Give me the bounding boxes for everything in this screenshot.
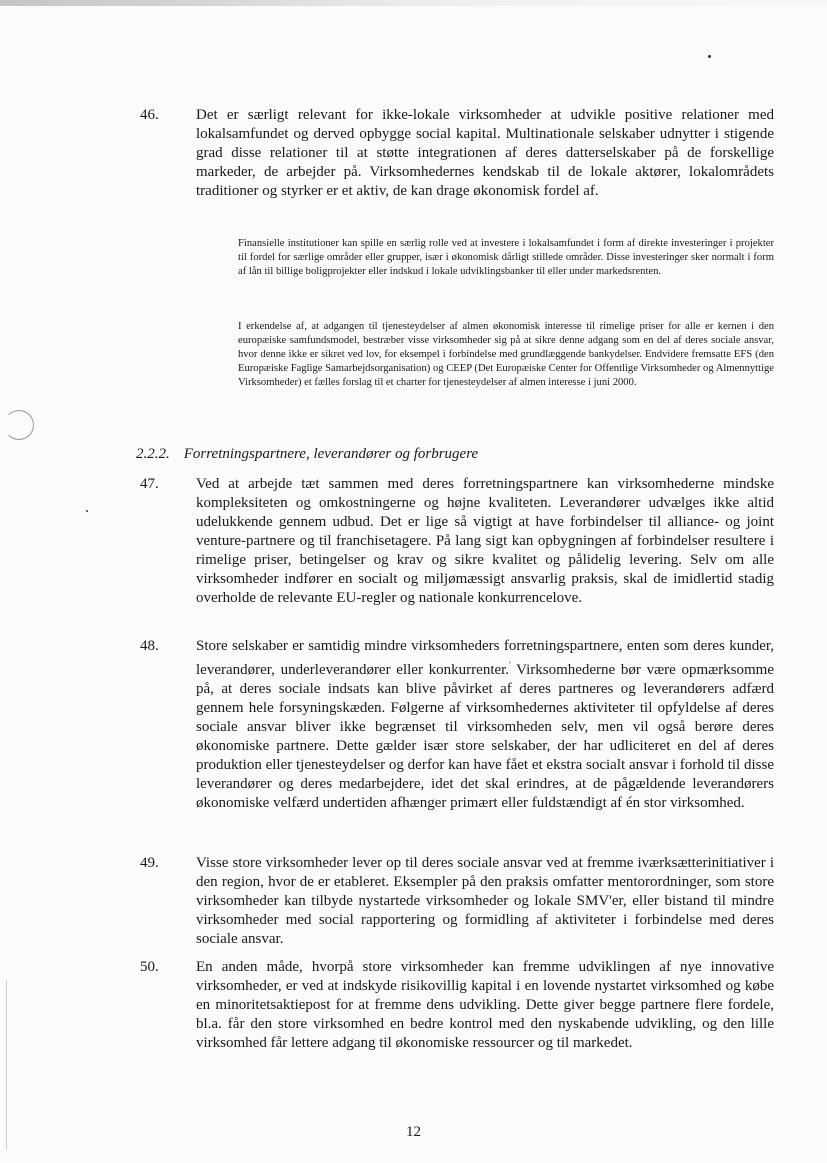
paragraph-number: 48.: [140, 638, 159, 654]
scan-top-shadow: [0, 0, 827, 6]
paragraph-number: 47.: [140, 476, 159, 492]
page-number: 12: [406, 1124, 421, 1140]
note-financial-institutions: Finansielle institutioner kan spille en særlig rolle ved at investere i lokalsamfundet i form af direkte investeringer i projekter til fordel for særlige områder eller grupper, især i økonomisk dårligt stillede områder. Disse investeringer sker normalt i form af lån til billige boligprojekter eller indskud i lokale udviklingsbanker til eller under markedsrenten.: [238, 238, 774, 277]
note-services-general-interest: I erkendelse af, at adgangen til tjenesteydelser af almen økonomisk interesse til rimelige priser for alle er kernen i den europæiske samfundsmodel, bestræber visse virksomheder sig på at sikre denne adgang som en del af deres sociale ansvar, hvor denne ikke er sikret ved lov, for eksempel i forbindelse med grundlæggende bankydelser. Endvidere fremsatte EFS (den Europæiske Faglige Samarbejdsorganisation) og CEEP (Det Europæiske Center for Offentlige Virksomheder og Almennyttige Virksomheder) et fælles forslag til et charter for tjenesteydelser af almen interesse i juni 2000.: [238, 321, 774, 388]
paragraph-number: 50.: [140, 959, 159, 975]
paragraph-text: En anden måde, hvorpå store virksomheder kan fremme udviklingen af nye innovative virksomheder, er ved at indskyde risikovillig kapital i en lovende nystartet virksomhed og købe en minoritetsaktiepost for at fremme dens udvikling. Dette giver begge partnere flere fordele, bl.a. får den store virksomhed en bedre kontrol med den nyskabende udvikling, og den lille virksomhed får lettere adgang til økonomiske ressourcer og til markedet.: [196, 959, 774, 1051]
paragraph-text-part: Store selskaber er samtidig mindre virksomheders forretningspartnere, enten som deres kunder, leverandører, underleverandører eller konkurrenter.: [196, 638, 774, 678]
footnote-mark: ': [509, 660, 511, 670]
section-number: 2.2.2.: [136, 446, 170, 462]
paragraph-text: Det er særligt relevant for ikke-lokale virksomheder at udvikle positive relationer med lokalsamfundet og derved opbygge social kapital. Multinationale selskaber udnytter i stigende grad disse relationer til at støtte integrationen af deres datterselskaber på de forskellige markeder, de arbejder på. Virksomhedernes kendskab til de lokale aktører, lokalområdets traditioner og styrker er et aktiv, de kan drage økonomisk fordel af.: [196, 107, 774, 199]
paragraph-text: Ved at arbejde tæt sammen med deres forretningspartnere kan virksomhederne mindske kompleksiteten og omkostningerne og højne kvaliteten. Leverandører udvælges ikke altid udelukkende gennem udbud. Det er lige så vigtigt at have forbindelser til alliance- og joint venture-partnere og til franchisetagere. På lang sigt kan opbygningen af forbindelser resultere i rimelige priser, betingelser og krav og sikre kvalitet og pålidelig levering. Selv om alle virksomheder indfører en socialt og miljømæssigt ansvarlig praksis, skal de imidlertid stadig overholde de relevante EU-regler og nationale konkurrencelove.: [196, 476, 774, 606]
section-heading: [136, 445, 478, 464]
paragraph-text: Visse store virksomheder lever op til deres sociale ansvar ved at fremme iværksætterinitiativer i den region, hvor de er etableret. Eksempler på den praksis omfatter mentorordninger, som store virksomheder kan tilbyde nystartede virksomheder og lokale SMV'er, eller bistand til mindre virksomheder med social rapportering og formidling af aktiviteter i forbindelse med deres sociale ansvar.: [196, 855, 774, 947]
scan-speck: [86, 510, 88, 512]
punch-hole-mark: [4, 410, 34, 440]
paragraph-number: 46.: [140, 107, 159, 123]
section-title: Forretningspartnere, leverandører og forbrugere: [183, 446, 479, 462]
scan-speck: [708, 55, 711, 58]
paragraph-number: 49.: [140, 855, 159, 871]
paragraph-text-part: Virksomhederne bør være opmærksomme på, at deres sociale indsats kan blive påvirket af deres partneres og leverandørers adfærd gennem hele forsyningskæden. Følgerne af virksomhedernes aktiviteter til opfyldelse af deres sociale ansvar bliver ikke begrænset til virksomheden selv, men vil også berøre deres økonomiske partnere. Dette gælder især store selskaber, der har udliciteret en del af deres produktion eller tjenesteydelser og derfor kan have fået et ekstra socialt ansvar i forhold til disse leverandører og deres medarbejdere, idet det skal erindres, at de pågældende leverandørers økonomiske velfærd undertiden afhænger primært eller fuldstændigt af én stor virksomhed.: [196, 662, 775, 811]
paragraph-text: [196, 637, 774, 813]
